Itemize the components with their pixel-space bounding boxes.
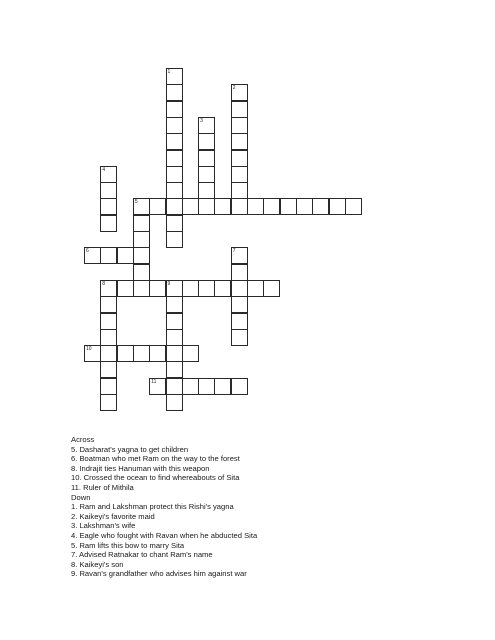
grid-cell[interactable] <box>198 117 215 134</box>
clue-number: 10 <box>86 346 92 353</box>
grid-cell[interactable] <box>214 198 231 215</box>
grid-cell[interactable] <box>263 280 280 297</box>
across-clue-11: 11. Ruler of Mithila <box>71 482 134 492</box>
grid-cell[interactable] <box>231 378 248 395</box>
grid-cell[interactable] <box>198 378 215 395</box>
grid-cell[interactable] <box>133 231 150 248</box>
clue-number: 1 <box>167 69 171 75</box>
grid-cell[interactable] <box>100 313 117 330</box>
grid-cell[interactable] <box>149 345 166 362</box>
down-clue-8: 8. Kaikeyi's son <box>71 559 124 569</box>
grid-cell[interactable] <box>100 361 117 378</box>
grid-cell[interactable] <box>100 198 117 215</box>
grid-cell[interactable] <box>166 166 183 183</box>
grid-cell[interactable] <box>198 182 215 199</box>
grid-cell[interactable] <box>166 394 183 411</box>
grid-cell[interactable] <box>166 68 183 85</box>
grid-cell[interactable] <box>231 198 248 215</box>
grid-cell[interactable] <box>100 166 117 183</box>
grid-cell[interactable] <box>166 231 183 248</box>
grid-cell[interactable] <box>312 198 329 215</box>
grid-cell[interactable] <box>247 198 264 215</box>
clue-number: 5 <box>134 199 138 206</box>
grid-cell[interactable] <box>231 296 248 313</box>
grid-cell[interactable] <box>198 166 215 183</box>
clue-number: 11 <box>151 378 157 385</box>
clue-number: 3 <box>200 117 203 124</box>
grid-cell[interactable] <box>231 166 248 183</box>
down-clue-3: 3. Lakshman's wife <box>71 521 136 531</box>
grid-cell[interactable] <box>231 247 248 264</box>
grid-cell[interactable] <box>100 394 117 411</box>
grid-cell[interactable] <box>133 247 150 264</box>
grid-cell[interactable] <box>247 280 264 297</box>
grid-cell[interactable] <box>100 378 117 395</box>
grid-cell[interactable] <box>182 198 199 215</box>
across-clue-5: 5. Dasharat's yagna to get children <box>71 444 189 454</box>
across-clue-8: 8. Indrajit ties Hanuman with this weapon <box>71 463 210 473</box>
clue-number: 7 <box>232 248 236 255</box>
grid-cell[interactable] <box>100 280 117 297</box>
clue-number: 6 <box>86 248 89 255</box>
down-heading: Down <box>71 492 91 502</box>
grid-cell[interactable] <box>133 280 150 297</box>
grid-cell[interactable] <box>198 198 215 215</box>
grid-cell[interactable] <box>182 378 199 395</box>
grid-cell[interactable] <box>166 313 183 330</box>
grid-cell[interactable] <box>231 182 248 199</box>
grid-cell[interactable] <box>133 198 150 215</box>
grid-cell[interactable] <box>133 264 150 281</box>
grid-cell[interactable] <box>133 215 150 232</box>
grid-cell[interactable] <box>231 313 248 330</box>
clue-number: 2 <box>232 85 236 92</box>
down-clue-5: 5. Ram lifts this bow to marry Sita <box>71 540 185 550</box>
down-clue-9: 9. Ravan's grandfather who advises him against war <box>71 569 247 579</box>
grid-cell[interactable] <box>182 280 199 297</box>
grid-cell[interactable] <box>280 198 297 215</box>
grid-cell[interactable] <box>182 345 199 362</box>
grid-cell[interactable] <box>231 280 248 297</box>
across-clue-6: 6. Boatman who met Ram on the way to the forest <box>71 454 240 464</box>
down-clue-4: 4. Eagle who fought with Ravan when he abducted Sita <box>71 530 258 540</box>
grid-cell[interactable] <box>166 378 183 395</box>
grid-cell[interactable] <box>345 198 362 215</box>
clue-number: 4 <box>102 166 106 173</box>
grid-cell[interactable] <box>231 264 248 281</box>
grid-cell[interactable] <box>100 215 117 232</box>
grid-cell[interactable] <box>329 198 346 215</box>
grid-cell[interactable] <box>231 101 248 118</box>
grid-cell[interactable] <box>133 345 150 362</box>
grid-cell[interactable] <box>198 133 215 150</box>
grid-cell[interactable] <box>231 84 248 101</box>
grid-cell[interactable] <box>117 280 134 297</box>
grid-cell[interactable] <box>166 215 183 232</box>
grid-cell[interactable] <box>231 150 248 167</box>
grid-cell[interactable] <box>198 150 215 167</box>
down-clue-1: 1. Ram and Lakshman protect this Rishi's yagna <box>71 502 234 512</box>
grid-cell[interactable] <box>166 117 183 134</box>
grid-cell[interactable] <box>100 182 117 199</box>
grid-cell[interactable] <box>166 345 183 362</box>
grid-cell[interactable] <box>263 198 280 215</box>
grid-cell[interactable] <box>214 378 231 395</box>
grid-cell[interactable] <box>100 329 117 346</box>
grid-cell[interactable] <box>166 150 183 167</box>
grid-cell[interactable] <box>166 198 183 215</box>
grid-cell[interactable] <box>166 133 183 150</box>
grid-cell[interactable] <box>166 361 183 378</box>
grid-cell[interactable] <box>231 133 248 150</box>
grid-cell[interactable] <box>166 280 183 297</box>
clue-number: 8 <box>102 280 106 287</box>
grid-cell[interactable] <box>100 345 117 362</box>
grid-cell[interactable] <box>100 247 117 264</box>
grid-cell[interactable] <box>231 117 248 134</box>
grid-cell[interactable] <box>166 182 183 199</box>
clue-number: 9 <box>167 280 171 287</box>
grid-cell[interactable] <box>166 101 183 118</box>
grid-cell[interactable] <box>214 280 231 297</box>
grid-cell[interactable] <box>166 84 183 101</box>
grid-cell[interactable] <box>149 378 166 395</box>
grid-cell[interactable] <box>166 329 183 346</box>
clue-list <box>71 435 451 579</box>
down-clue-2: 2. Kaikeyi's favorite maid <box>71 511 155 521</box>
across-clue-10: 10. Crossed the ocean to find whereabouts of Sita <box>71 473 240 483</box>
across-heading: Across <box>71 435 95 444</box>
grid-cell[interactable] <box>84 345 101 362</box>
grid-cell[interactable] <box>198 280 215 297</box>
grid-cell[interactable] <box>100 296 117 313</box>
grid-cell[interactable] <box>166 296 183 313</box>
grid-cell[interactable] <box>296 198 313 215</box>
grid-cell[interactable] <box>117 345 134 362</box>
grid-cell[interactable] <box>149 198 166 215</box>
grid-cell[interactable] <box>149 280 166 297</box>
grid-cell[interactable] <box>117 247 134 264</box>
down-clue-7: 7. Advised Ratnakar to chant Ram's name <box>71 550 213 560</box>
grid-cell[interactable] <box>84 247 101 264</box>
grid-cell[interactable] <box>231 329 248 346</box>
